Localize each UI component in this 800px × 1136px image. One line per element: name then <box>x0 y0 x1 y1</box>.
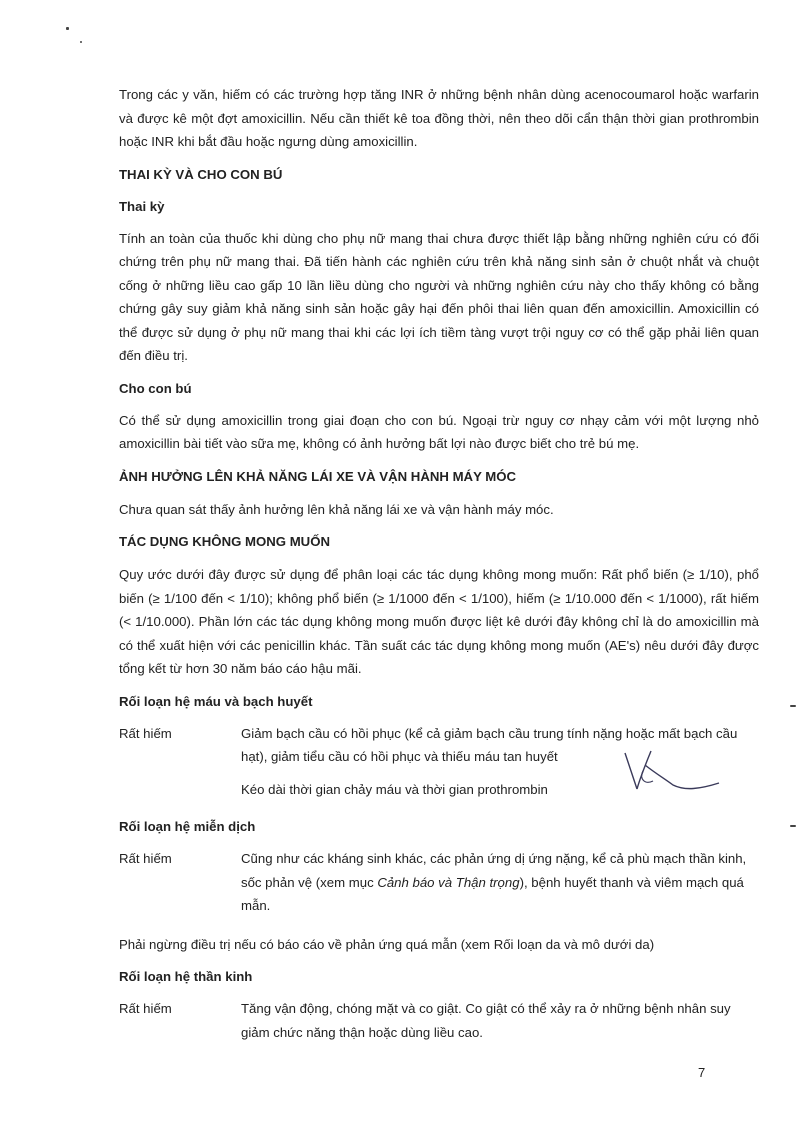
subheading-nervous-disorders: Rối loạn hệ thần kinh <box>119 969 253 984</box>
scan-speck <box>80 41 82 43</box>
immune-text-end: ), bệnh huyết thanh và viêm mạch quá mẫn. <box>241 874 744 913</box>
blood-effect-2: Kéo dài thời gian chảy máu và thời gian prothrombin <box>241 781 548 797</box>
nervous-disorders-row <box>119 997 759 1053</box>
nervous-disorders-description <box>241 997 759 1053</box>
subheading-breastfeeding: Cho con bú <box>119 380 192 396</box>
subheading-blood-disorders: Rối loạn hệ máu và bạch huyết <box>119 693 313 709</box>
subheading-pregnancy: Thai kỳ <box>119 198 165 214</box>
intro-paragraph: Trong các y văn, hiếm có các trường hợp tăng INR ở những bệnh nhân dùng acenocoumarol hoặc warfarin và được kê một đợt amoxicillin. Nếu cần thiết kê toa đồng thời, nên theo dõi cẩn thận thời gian prothrombin hoặc INR khi bắt đầu hoặc ngưng dùng amoxicillin. <box>119 87 759 149</box>
frequency-label: Rất hiếm <box>119 851 172 866</box>
frequency-label: Rất hiếm <box>119 725 172 741</box>
breastfeeding-paragraph: Có thể sử dụng amoxicillin trong giai đoạn cho con bú. Ngoại trừ nguy cơ nhạy cảm với một lượng nhỏ amoxicillin bài tiết vào sữa mẹ, không có ảnh hưởng bất lợi nào được biết cho trẻ bú mẹ. <box>119 412 759 451</box>
hypersensitivity-note: Phải ngừng điều trị nếu có báo cáo về phản ứng quá mẫn (xem Rối loạn da và mô dưới da) <box>119 936 655 952</box>
heading-driving: ẢNH HƯỞNG LÊN KHẢ NĂNG LÁI XE VÀ VẬN HÀNH MÁY MÓC <box>119 468 517 484</box>
handwritten-signature <box>615 745 725 800</box>
immune-effect <box>241 847 759 918</box>
frequency-label: Rất hiếm <box>119 1001 172 1016</box>
immune-disorders-description <box>241 847 759 927</box>
blood-effect-1: Giảm bạch cầu có hồi phục (kể cả giảm bạch cầu trung tính nặng hoặc mất bạch cầu hạt), giảm tiểu cầu có hồi phục và thiếu máu tan huyết <box>241 725 738 764</box>
immune-disorders-row <box>119 847 759 927</box>
cross-reference-warnings: Cảnh báo và Thận trọng <box>377 874 520 890</box>
heading-pregnancy-breastfeeding: THAI KỲ VÀ CHO CON BÚ <box>119 166 283 182</box>
page-number: 7 <box>698 1065 706 1080</box>
scan-speck <box>790 825 796 827</box>
driving-paragraph: Chưa quan sát thấy ảnh hưởng lên khả năng lái xe và vận hành máy móc. <box>119 501 554 517</box>
subheading-immune-disorders: Rối loạn hệ miễn dịch <box>119 819 256 834</box>
pregnancy-paragraph: Tính an toàn của thuốc khi dùng cho phụ nữ mang thai chưa được thiết lập bằng những nghiên cứu có đối chứng trên phụ nữ mang thai. Đã tiến hành các nghiên cứu trên khả năng sinh sản ở chuột nhắt và chuột cống ở những liều cao gấp 10 lần liều dùng cho người và những nghiên cứu này cho thấy không có bằng chứng gây suy giảm khả năng sinh sản hoặc gây hại đến phôi thai liên quan đến amoxicillin. Amoxicillin có thể được sử dụng ở phụ nữ mang thai khi các lợi ích tiềm tàng vượt trội nguy cơ có thể gặp phải liên quan đến điều trị. <box>119 230 759 363</box>
scan-speck <box>790 705 796 707</box>
nervous-effect: Tăng vận động, chóng mặt và co giật. Co giật có thể xảy ra ở những bệnh nhân suy giảm chức năng thận hoặc dùng liều cao. <box>241 1001 731 1040</box>
scan-speck <box>66 27 69 30</box>
document-body <box>119 83 759 1059</box>
immune-text-start: Cũng như các kháng sinh khác, các phản ứng dị ứng nặng, kể cả phù mạch thần kinh, sốc phản vệ (xem mục <box>241 851 747 890</box>
adverse-effects-paragraph: Quy ước dưới đây được sử dụng để phân loại các tác dụng không mong muốn: Rất phổ biến (≥ 1/10), phổ biến (≥ 1/100 đến < 1/10); không phổ biến (≥ 1/1000 đến < 1/100), hiếm (≥ 1/10.000 đến < 1/1000), rất hiếm (< 1/10.000). Phần lớn các tác dụng không mong muốn được liệt kê dưới đây không chỉ là do amoxicillin mà có thể xuất hiện với các penicillin khác. Tần suất các tác dụng không mong muốn (AE's) nêu dưới đây được tổng kết từ hơn 30 năm báo cáo hậu mãi. <box>119 567 759 676</box>
heading-adverse-effects: TÁC DỤNG KHÔNG MONG MUỐN <box>119 534 330 549</box>
